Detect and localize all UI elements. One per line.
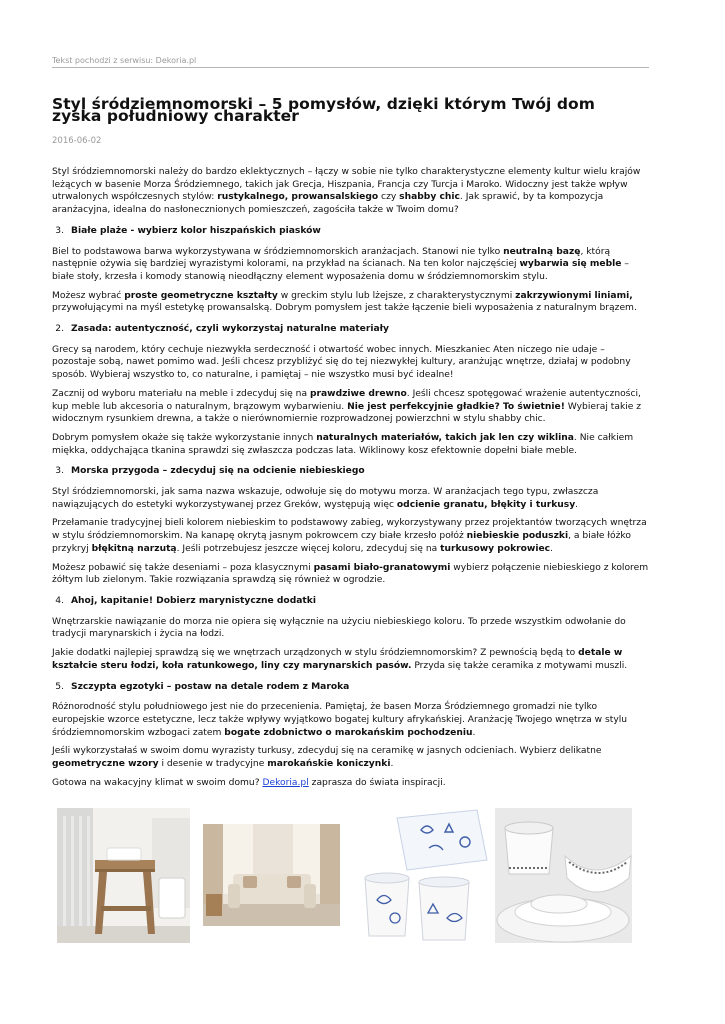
section-1-paragraph: Biel to podstawowa barwa wykorzystywana w śródziemnomorskich aranżacjach. Stanowi nie tylko neutralną bazę, którą następnie ożywia się bardziej wyrazistymi kolorami, na przykład na ścianach. Na ten kolor najczęściej wybarwia się meble – białe stoły, krzesła i komody stanowią nieodłączny element wyposażenia domu w śródziemnomorskim stylu. [52, 246, 629, 282]
intro-paragraph: Styl śródziemnomorski należy do bardzo eklektycznych – łączy w sobie nie tylko charakterystyczne elementy kultur wielu krajów leżących w basenie Morza Śródziemnego, takich jak Grecja, Hiszpania, Francja czy Turcja i Maroko. Widoczny jest także wpływ utrwalonych współczesnych stylów: rustykalnego, prowansalskiego czy shabby chic. Jak sprawić, by ta kompozycja aranżacyjna, idealna do nasłonecznionych pomieszczeń, zagościła także w Twoim domu? [52, 167, 641, 216]
section-3-paragraph: Możesz pobawić się także deseniami – poza klasycznymi pasami biało-granatowymi wybierz połączenie niebieskiego z kolorem żółtym lub zielonym. Takie rozwiązania sprawdzą się również w ogrodzie. [52, 562, 649, 586]
section-2-paragraph: Dobrym pomysłem okaże się także wykorzystanie innych naturalnych materiałów, takich jak len czy wiklina. Nie całkiem miękka, oddychająca tkanina sprawdzi się zwłaszcza podczas lata. Wiklinowy kosz efektownie dopełni białe meble. [52, 432, 634, 456]
photo-gallery [57, 808, 647, 943]
photo-living-room [203, 824, 340, 926]
article-title: Styl śródziemnomorski – 5 pomysłów, dzięki którym Twój dom zyska południowy charakter [52, 95, 595, 125]
section-2-paragraph: Zacznij od wyboru materiału na meble i zdecyduj się na prawdziwe drewno. Jeśli chcesz spotęgować wrażenie autentyczności, kup meble lub akcesoria o naturalnym, brązowym wybarwieniu. Nie jest perfekcyjnie gładkie? To świetnie! Wybieraj takie z widocznym rysunkiem drewna, a także o nierównomiernie rozprowadzonej powierzchni w stylu shabby chic. [52, 388, 642, 425]
section-heading-1: 3. Białe plaże - wybierz kolor hiszpańskich piasków [55, 225, 321, 236]
section-3-paragraph: Styl śródziemnomorski, jak sama nazwa wskazuje, odwołuje się do motywu morza. W aranżacjach tego typu, zwłaszcza nawiązujących do estetyki wykorzystywanej przez Greków, występują więc odcienie granatu, błękity i turkusy. [52, 487, 599, 510]
article-body [52, 166, 649, 795]
header-divider [52, 67, 649, 68]
section-4-paragraph: Wnętrzarskie nawiązanie do morza nie opiera się wyłącznie na użyciu niebieskiego koloru. To przede wszystkim odwołanie do tradycji marynarskich i życia na łodzi. [52, 616, 626, 640]
dekoria-link[interactable]: Dekoria.pl [262, 777, 309, 788]
section-heading-4: 4. Ahoj, kapitanie! Dobierz marynistyczne dodatki [55, 595, 316, 606]
article-date: 2016-06-02 [52, 136, 102, 146]
section-heading-3: 3. Morska przygoda – zdecyduj się na odcienie niebieskiego [55, 466, 365, 477]
closing-paragraph: Gotowa na wakacyjny klimat w swoim domu? Dekoria.pl zaprasza do świata inspiracji. [52, 777, 446, 788]
section-1-paragraph: Możesz wybrać proste geometryczne kształty w greckim stylu lub lżejsze, z charakterystycznymi zakrzywionymi liniami, przywołującymi na myśl estetykę prowansalską. Dobrym pomysłem jest także łączenie bieli wyposażenia z naturalnym brązem. [52, 290, 637, 314]
section-heading-2: 2. Zasada: autentyczność, czyli wykorzystaj naturalne materiały [55, 324, 389, 335]
source-note: Tekst pochodzi z serwisu: Dekoria.pl [52, 56, 197, 65]
section-5-paragraph: Różnorodność stylu południowego jest nie do przecenienia. Pamiętaj, że basen Morza Śródziemnego gromadzi nie tylko europejskie wzorce estetyczne, lecz także wpływy wyjątkowo bogatej kultury afrykańskiej. Aranżację Twojego wnętrza w stylu śródziemnomorskim wzbogaci zatem bogate zdobnictwo o marokańskim pochodzeniu. [52, 702, 628, 738]
photo-shell-mugs [357, 808, 492, 943]
photo-wooden-stool [57, 808, 190, 943]
section-2-paragraph: Grecy są narodem, który cechuje niezwykła serdeczność i otwartość wobec innych. Mieszkaniec Aten niczego nie udaje – pozostaje sobą, nawet pomimo wad. Jeśli chcesz przybliżyć się do tej niezwykłej kultury, aranżując wnętrze, działaj w podobny sposób. Wybieraj wszystko to, co naturalne, i pamiętaj – nie wszystko musi być idealne! [52, 344, 631, 381]
section-heading-5: 5. Szczypta egzotyki – postaw na detale rodem z Maroka [55, 681, 350, 692]
section-5-paragraph: Jeśli wykorzystałaś w swoim domu wyrazisty turkusy, zdecyduj się na ceramikę w jasnych odcieniach. Wybierz delikatne geometryczne wzory i desenie w tradycyjne marokańskie koniczynki. [52, 746, 602, 770]
section-4-paragraph: Jakie dodatki najlepiej sprawdzą się we wnętrzach urządzonych w stylu śródziemnomorskim? Z pewnością będą to detale w kształcie steru łodzi, koła ratunkowego, liny czy marynarskich pasów. Przyda się także ceramika z motywami muszli. [52, 648, 628, 671]
photo-white-tableware [495, 808, 632, 943]
section-3-paragraph: Przełamanie tradycyjnej bieli kolorem niebieskim to podstawowy zabieg, wykorzystywany przez projektantów tworzących wnętrza w stylu śródziemnomorskim. Na kanapę okrytą jasnym pokrowcem czy białe krzesło połóż niebieskie poduszki, a białe łóżko przykryj błękitną narzutą. Jeśli potrzebujesz jeszcze więcej koloru, zdecyduj się na turkusowy pokrowiec. [52, 518, 647, 554]
